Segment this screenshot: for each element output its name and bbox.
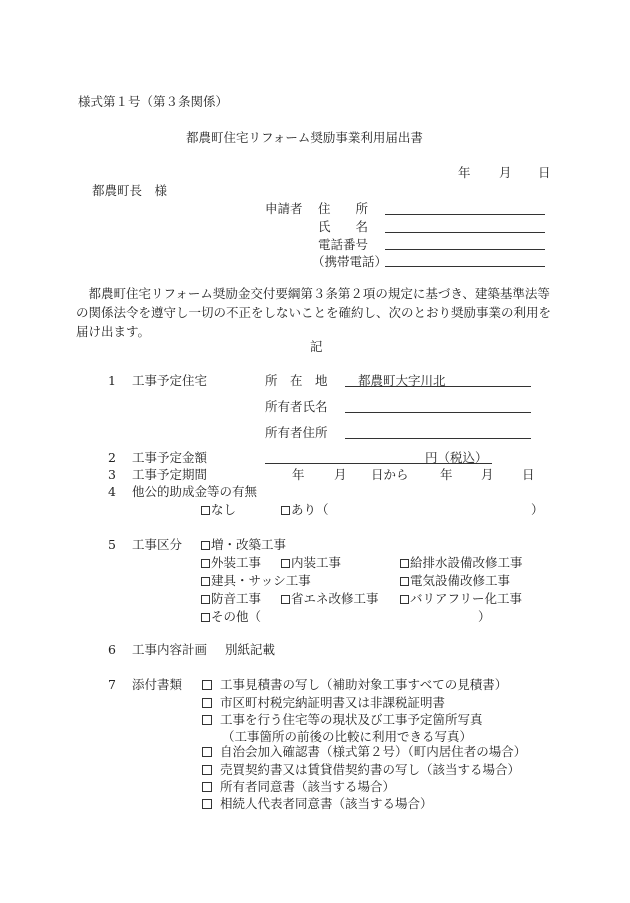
applicant-address-field[interactable] bbox=[385, 214, 545, 215]
item5-fittings-label: 建具・サッシ工事 bbox=[211, 573, 311, 588]
item5-plumbing-label: 給排水設備改修工事 bbox=[410, 555, 523, 570]
item7-doc-checkbox[interactable] bbox=[202, 747, 212, 757]
item7-doc-checkbox[interactable] bbox=[202, 799, 212, 809]
applicant-name-field[interactable] bbox=[385, 232, 545, 233]
item5-interior-checkbox[interactable] bbox=[281, 559, 290, 568]
item1-location-label: 所 在 地 bbox=[265, 373, 328, 388]
item5-other-checkbox[interactable] bbox=[201, 613, 210, 622]
item4-none-checkbox[interactable] bbox=[201, 506, 210, 515]
item7-doc-photos: 工事を行う住宅等の現状及び工事予定箇所写真 bbox=[220, 712, 483, 727]
item2-unit: 円（税込） bbox=[425, 450, 488, 465]
item5-other-close-paren: ） bbox=[478, 609, 491, 624]
item5-fittings-checkbox[interactable] bbox=[201, 577, 210, 586]
item7-number: 7 bbox=[108, 677, 116, 692]
item3-from-day: 日から bbox=[371, 467, 409, 482]
date-day-label: 日 bbox=[538, 165, 551, 180]
item7-photo-note: （工事箇所の前後の比較に利用できる写真） bbox=[222, 729, 473, 744]
item7-doc-owner-consent: 所有者同意書（該当する場合） bbox=[220, 779, 396, 794]
item4-number: 4 bbox=[108, 484, 116, 499]
item7-doc-association: 自治会加入確認書（様式第２号）（町内居住者の場合） bbox=[220, 744, 527, 759]
item5-barrierfree-label: バリアフリー化工事 bbox=[410, 591, 523, 606]
item7-doc-checkbox[interactable] bbox=[202, 782, 212, 792]
item5-energy-label: 省エネ改修工事 bbox=[291, 591, 379, 606]
item7-doc-checkbox[interactable] bbox=[202, 698, 212, 708]
ki-heading: 記 bbox=[310, 339, 323, 354]
item5-plumbing-checkbox[interactable] bbox=[400, 559, 409, 568]
item3-label: 工事予定期間 bbox=[132, 467, 208, 482]
item5-other-label: その他（ bbox=[211, 609, 262, 624]
item1-owner-name-label: 所有者氏名 bbox=[265, 399, 328, 414]
date-year-label: 年 bbox=[458, 165, 471, 180]
form-number: 様式第１号（第３条関係） bbox=[78, 94, 229, 109]
applicant-phone-field[interactable] bbox=[385, 249, 545, 250]
item5-electrical-label: 電気設備改修工事 bbox=[410, 573, 511, 588]
item5-exterior-checkbox[interactable] bbox=[201, 559, 210, 568]
item1-location-value: 都農町大字川北 bbox=[358, 373, 446, 388]
item5-extension-label: 増・改築工事 bbox=[211, 537, 287, 552]
item7-doc-estimate: 工事見積書の写し（補助対象工事すべての見積書） bbox=[220, 677, 508, 692]
item2-number: 2 bbox=[108, 450, 116, 465]
item4-close-paren: ） bbox=[531, 502, 544, 517]
item5-interior-label: 内装工事 bbox=[291, 555, 342, 570]
item3-to-day: 日 bbox=[522, 467, 535, 482]
page-title: 都農町住宅リフォーム奨励事業利用届出書 bbox=[186, 130, 423, 145]
item5-barrierfree-checkbox[interactable] bbox=[400, 595, 409, 604]
item7-doc-checkbox[interactable] bbox=[202, 715, 212, 725]
item5-soundproof-checkbox[interactable] bbox=[201, 595, 210, 604]
declaration-text: 都農町住宅リフォーム奨励金交付要綱第３条第２項の規定に基づき、建築基準法等の関係法令を遵守し一切の不正をしないことを確約し、次のとおり奨励事業の利用を届け出ます。 bbox=[76, 286, 552, 339]
item3-from-month: 月 bbox=[334, 467, 347, 482]
item5-electrical-checkbox[interactable] bbox=[400, 577, 409, 586]
addressee: 都農町長 様 bbox=[92, 183, 168, 198]
applicant-address-label: 住 所 bbox=[318, 201, 369, 216]
item7-doc-contract: 売買契約書又は賃貸借契約書の写し（該当する場合） bbox=[220, 762, 521, 777]
item5-energy-checkbox[interactable] bbox=[281, 595, 290, 604]
item2-label: 工事予定金額 bbox=[132, 450, 208, 465]
item1-owner-address-field[interactable] bbox=[345, 438, 531, 439]
item5-label: 工事区分 bbox=[132, 537, 183, 552]
item1-owner-address-label: 所有者住所 bbox=[265, 425, 328, 440]
item1-number: 1 bbox=[108, 373, 116, 388]
item5-extension-checkbox[interactable] bbox=[201, 541, 210, 550]
applicant-name-label: 氏 名 bbox=[318, 219, 369, 234]
item3-number: 3 bbox=[108, 467, 116, 482]
item6-number: 6 bbox=[108, 642, 116, 657]
item1-label: 工事予定住宅 bbox=[132, 373, 208, 388]
item5-number: 5 bbox=[108, 537, 116, 552]
item1-owner-name-field[interactable] bbox=[345, 412, 531, 413]
item4-yes-checkbox[interactable] bbox=[281, 506, 290, 515]
item3-to-month: 月 bbox=[481, 467, 494, 482]
item4-label: 他公的助成金等の有無 bbox=[132, 484, 258, 499]
item7-doc-checkbox[interactable] bbox=[202, 765, 212, 775]
item7-doc-heir-consent: 相続人代表者同意書（該当する場合） bbox=[220, 796, 433, 811]
item4-yes-label: あり（ bbox=[291, 502, 329, 517]
item7-label: 添付書類 bbox=[132, 677, 183, 692]
item5-soundproof-label: 防音工事 bbox=[211, 591, 262, 606]
item4-none-label: なし bbox=[211, 502, 237, 517]
item3-to-year: 年 bbox=[440, 467, 453, 482]
item6-label: 工事内容計画 bbox=[132, 642, 208, 657]
applicant-mobile-label: （携帯電話） bbox=[312, 254, 388, 269]
applicant-label: 申請者 bbox=[265, 201, 303, 216]
item3-from-year: 年 bbox=[292, 467, 305, 482]
applicant-mobile-field[interactable] bbox=[385, 266, 545, 267]
item5-exterior-label: 外装工事 bbox=[211, 555, 262, 570]
item1-location-field[interactable] bbox=[345, 386, 531, 387]
applicant-phone-label: 電話番号 bbox=[318, 237, 369, 252]
item7-doc-checkbox[interactable] bbox=[202, 680, 212, 690]
item7-doc-tax-certificate: 市区町村税完納証明書又は非課税証明書 bbox=[220, 695, 446, 710]
item6-value: 別紙記載 bbox=[225, 642, 276, 657]
date-month-label: 月 bbox=[499, 165, 512, 180]
